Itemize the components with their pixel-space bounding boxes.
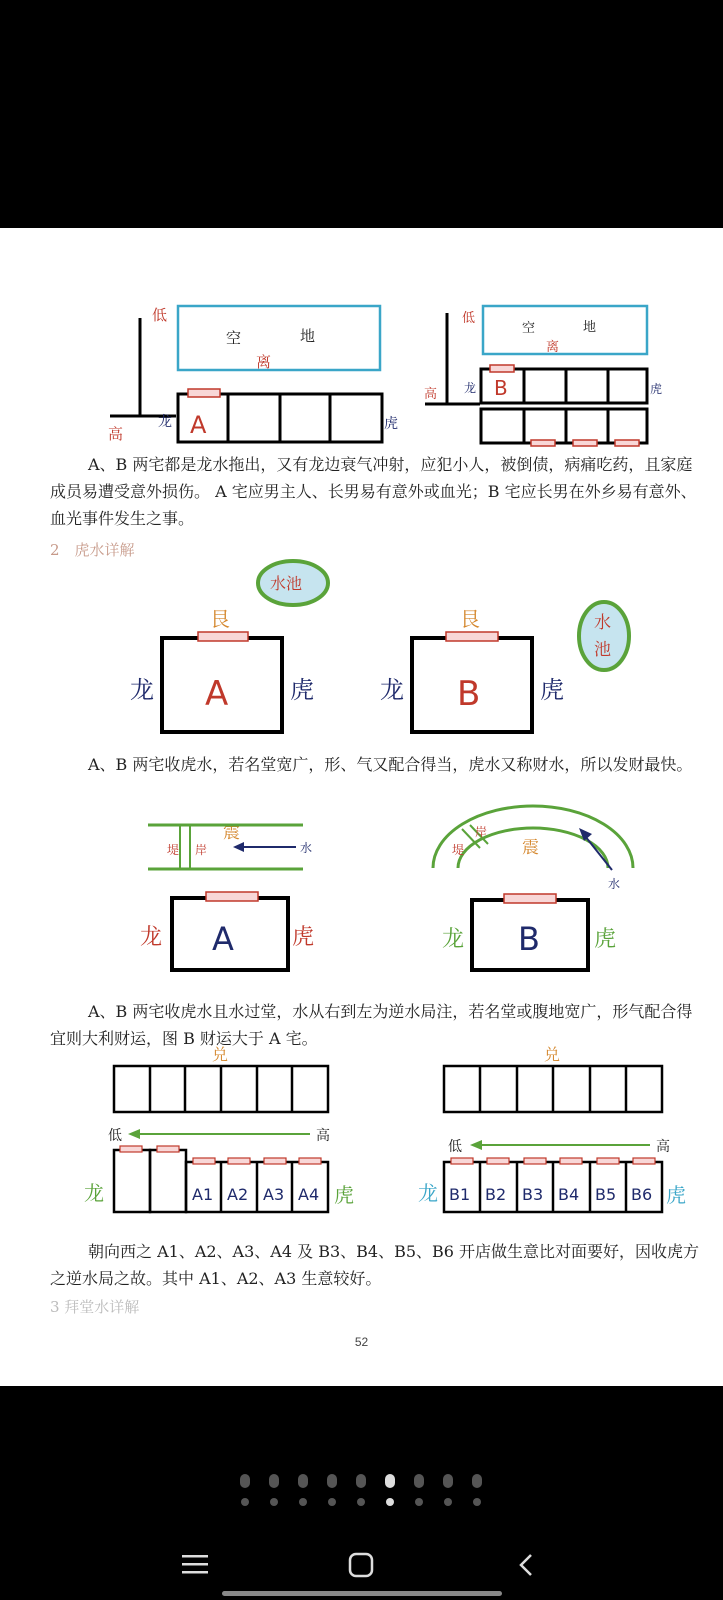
- high-label: 高: [108, 425, 124, 443]
- empty-label: 空: [226, 329, 242, 347]
- tiger-label: 虎: [650, 382, 663, 396]
- paragraph-4: 朝向西之 A1、A2、A3、A4 及 B3、B4、B5、B6 开店做生意比对面要好，因收虎方之逆水局之故。其中 A1、A2、A3 生意较好。: [50, 1242, 700, 1288]
- shop-label: A3: [263, 1185, 285, 1204]
- diagram1-right: [424, 306, 662, 446]
- tiger-label: 虎: [594, 927, 617, 952]
- diagram3-right: [433, 806, 633, 970]
- li-label: 离: [256, 353, 272, 371]
- menu-icon[interactable]: [170, 1552, 220, 1592]
- house-a-label: A: [190, 411, 207, 439]
- high-label: 高: [316, 1128, 330, 1144]
- pool-label-2: 池: [594, 640, 611, 660]
- shop-label: A2: [227, 1185, 249, 1204]
- zhen-label: 震: [223, 823, 240, 843]
- empty-label: 空: [522, 321, 536, 336]
- paragraph-2: A、B 两宅收虎水，若名堂宽广，形、气又配合得当，虎水又称财水，所以发财最快。: [88, 755, 693, 774]
- page-number: 52: [354, 1335, 369, 1349]
- high-label: 高: [424, 387, 438, 402]
- shop-label: B5: [595, 1185, 617, 1204]
- diagram1-left: [108, 306, 398, 443]
- water-label: 水: [608, 877, 621, 891]
- low-label: 低: [462, 311, 476, 326]
- diagram2-right: [380, 602, 629, 732]
- paragraph-3: A、B 两宅收虎水且水过堂，水从右到左为逆水局注，若名堂或腹地宽广，形气配合得宜则大利财运，图 B 财运大于 A 宅。: [50, 1002, 693, 1048]
- back-icon[interactable]: [502, 1552, 552, 1592]
- shop-label: B4: [558, 1185, 580, 1204]
- dui-label: 兑: [544, 1045, 561, 1064]
- li-label: 离: [546, 340, 560, 355]
- shop-label: B1: [449, 1185, 471, 1204]
- diagram4-left: [84, 1045, 354, 1212]
- shop-label: A4: [298, 1185, 320, 1204]
- diagram-canvas: [0, 228, 723, 1386]
- document-page: [0, 228, 723, 1386]
- house-b-label: B: [457, 674, 481, 714]
- pool-label-1: 水: [594, 613, 611, 633]
- zhen-label: 震: [522, 838, 539, 858]
- gesture-bar[interactable]: [222, 1591, 502, 1596]
- water-label: 水: [300, 841, 313, 855]
- gen-label: 艮: [210, 607, 230, 631]
- diagram4-right: [418, 1045, 686, 1212]
- shop-label: A1: [192, 1185, 214, 1204]
- an-label: 岸: [475, 825, 488, 839]
- gen-label: 艮: [460, 607, 480, 631]
- tiger-label: 虎: [384, 416, 398, 432]
- shop-label: B6: [631, 1185, 653, 1204]
- di-label: 堤: [167, 843, 180, 857]
- diagram2-left: [130, 561, 328, 732]
- low-label: 低: [108, 1128, 122, 1144]
- shop-label: B3: [522, 1185, 544, 1204]
- pool-label: 水池: [270, 574, 303, 593]
- tiger-label: 虎: [540, 676, 564, 704]
- low-label: 低: [152, 306, 168, 324]
- home-icon[interactable]: [336, 1552, 386, 1592]
- tiger-label: 虎: [292, 925, 315, 950]
- dragon-label: 龙: [140, 925, 163, 950]
- an-label: 岸: [195, 843, 208, 857]
- dragon-label: 龙: [84, 1181, 104, 1205]
- shop-label: B2: [485, 1185, 507, 1204]
- dragon-label: 龙: [380, 676, 404, 704]
- di-label: 堤: [452, 843, 465, 857]
- tiger-label: 虎: [334, 1183, 354, 1207]
- section-heading-3: 3 拜堂水详解: [50, 1298, 140, 1316]
- high-label: 高: [656, 1139, 670, 1155]
- house-a-label: A: [212, 920, 234, 958]
- land-label: 地: [300, 327, 316, 345]
- paragraph-1: A、B 两宅都是龙水拖出，又有龙边衰气冲射，应犯小人，被倒债，病痛吃药，且家庭成员易遭受意外损伤。 A 宅应男主人、长男易有意外或血光；B 宅应长男在外乡易有意外、血光事件发生之事。: [50, 455, 697, 528]
- dragon-label: 龙: [158, 414, 172, 430]
- dragon-label: 龙: [130, 676, 154, 704]
- house-a-label: A: [205, 674, 229, 714]
- current-page-dot: [385, 1474, 395, 1488]
- dragon-label: 龙: [418, 1181, 438, 1205]
- tiger-label: 虎: [666, 1183, 686, 1207]
- house-b-label: B: [518, 920, 540, 958]
- tiger-label: 虎: [290, 676, 314, 704]
- page-indicator[interactable]: [240, 1474, 490, 1514]
- dui-label: 兑: [212, 1045, 229, 1064]
- section-heading-2: 2 虎水详解: [50, 541, 135, 559]
- dragon-label: 龙: [442, 927, 465, 952]
- diagram3-left: [140, 823, 314, 970]
- house-b-label: B: [494, 376, 508, 400]
- low-label: 低: [448, 1139, 462, 1155]
- dragon-label: 龙: [464, 381, 477, 395]
- land-label: 地: [583, 320, 597, 335]
